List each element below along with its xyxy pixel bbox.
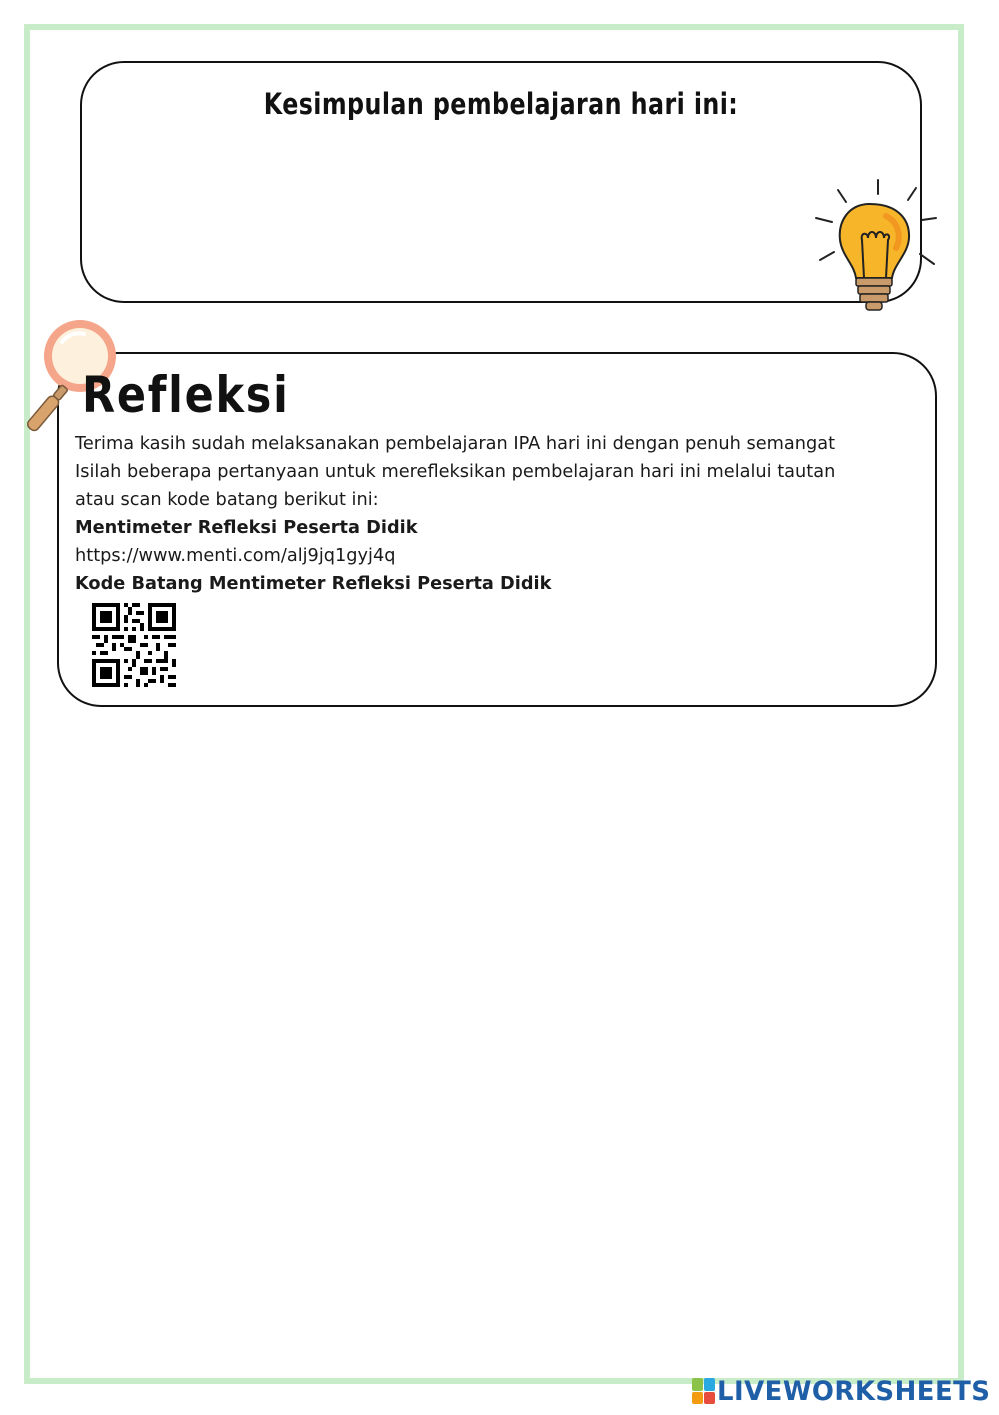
refleksi-body <box>75 430 925 598</box>
refleksi-instruction-line-2: atau scan kode batang berikut ini: <box>75 489 379 510</box>
refleksi-title: Refleksi <box>82 366 290 424</box>
mentimeter-heading: Mentimeter Refleksi Peserta Didik <box>75 517 418 538</box>
lightbulb-icon <box>810 178 940 318</box>
qr-heading: Kode Batang Mentimeter Refleksi Peserta Didik <box>75 573 552 594</box>
kesimpulan-box <box>80 61 922 303</box>
refleksi-intro-line: Terima kasih sudah melaksanakan pembelajaran IPA hari ini dengan penuh semangat <box>75 433 836 454</box>
kesimpulan-title: Kesimpulan pembelajaran hari ini: <box>263 87 739 121</box>
qr-code <box>92 603 176 687</box>
refleksi-instruction-line: Isilah beberapa pertanyaan untuk merefleksikan pembelajaran hari ini melalui tautan <box>75 461 836 482</box>
liveworksheets-logo <box>692 1374 999 1408</box>
liveworksheets-logo-icon <box>692 1378 714 1404</box>
liveworksheets-brand-text: LIVEWORKSHEETS <box>717 1375 991 1407</box>
mentimeter-link[interactable]: https://www.menti.com/alj9jq1gyj4q <box>75 545 396 566</box>
